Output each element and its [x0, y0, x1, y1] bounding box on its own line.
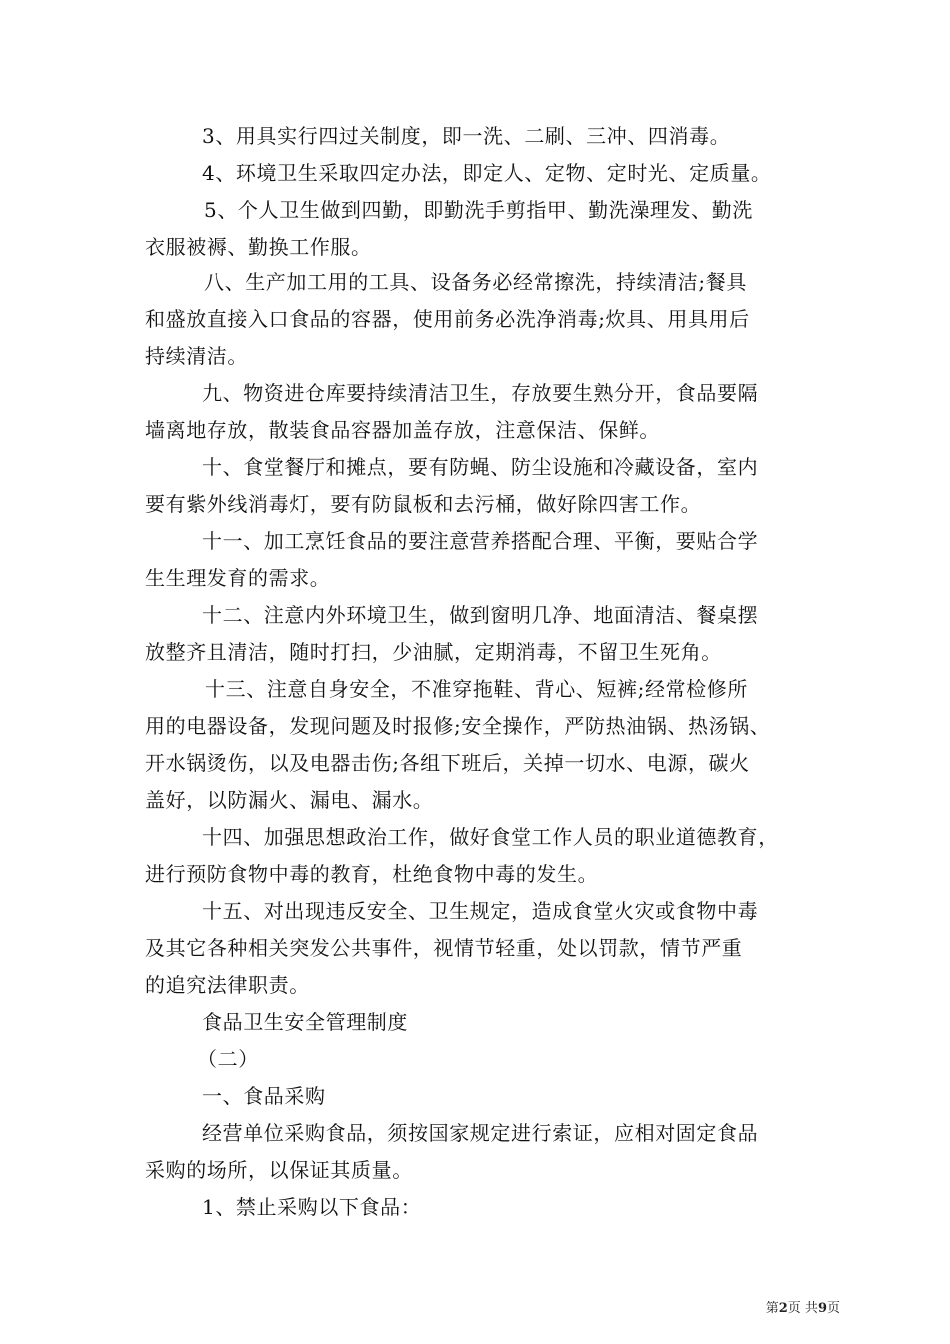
- text-line: 十三、注意自身安全，不准穿拖鞋、背心、短裤;经常检修所: [205, 677, 748, 701]
- page-footer-suffix: 页: [826, 1301, 840, 1316]
- text-line: 十一、加工烹饪食品的要注意营养搭配合理、平衡，要贴合学: [202, 529, 759, 553]
- text-line: 采购的场所，以保证其质量。: [145, 1158, 413, 1182]
- text-line: 盖好，以防漏火、漏电、漏水。: [145, 788, 434, 812]
- text-line: 和盛放直接入口食品的容器，使用前务必洗净消毒;炊具、用具用后: [145, 307, 750, 331]
- text-line: 墙离地存放，散装食品容器加盖存放，注意保洁、保鲜。: [145, 418, 660, 442]
- text-line: 十、食堂餐厅和摊点，要有防蝇、防尘设施和冷藏设备，室内: [202, 455, 759, 479]
- paragraph: [145, 523, 810, 597]
- paragraph: [145, 819, 810, 893]
- total-page-number: 9: [817, 1301, 827, 1316]
- text-line: （二）: [197, 1047, 259, 1071]
- text-line: 用的电器设备，发现问题及时报修;安全操作，严防热油锅、热汤锅、: [145, 714, 771, 738]
- paragraph: [145, 1115, 810, 1189]
- text-line: 要有紫外线消毒灯，要有防鼠板和去污桶，做好除四害工作。: [145, 492, 702, 516]
- paragraph: [145, 893, 810, 1004]
- text-line: 十二、注意内外环境卫生，做到窗明几净、地面清洁、餐桌摆: [202, 603, 759, 627]
- text-line: 1、禁止采购以下食品：: [202, 1195, 422, 1219]
- paragraph: [145, 597, 810, 671]
- text-line: 4、环境卫生采取四定办法，即定人、定物、定时光、定质量。: [202, 161, 772, 185]
- page-number-footer: [700, 1300, 840, 1318]
- paragraph: [145, 449, 810, 523]
- text-line: 持续清洁。: [145, 344, 248, 368]
- paragraph: [145, 1189, 810, 1226]
- paragraph: [145, 671, 810, 819]
- text-line: 经营单位采购食品，须按国家规定进行索证，应相对固定食品: [202, 1121, 759, 1145]
- section-subtitle: [145, 1041, 810, 1078]
- text-line: 放整齐且清洁，随时打扫，少油腻，定期消毒，不留卫生死角。: [145, 640, 722, 664]
- text-line: 食品卫生安全管理制度: [202, 1010, 408, 1034]
- paragraph: [145, 118, 810, 155]
- page-footer-prefix: 第: [765, 1301, 779, 1316]
- text-line: 5、个人卫生做到四勤，即勤洗手剪指甲、勤洗澡理发、勤洗: [204, 198, 753, 222]
- text-line: 进行预防食物中毒的教育，杜绝食物中毒的发生。: [145, 862, 599, 886]
- text-line: 八、生产加工用的工具、设备务必经常擦洗，持续清洁;餐具: [204, 270, 747, 294]
- paragraph: [145, 192, 810, 266]
- page-footer-middle: 页 共: [787, 1301, 818, 1316]
- text-line: 开水锅烫伤，以及电器击伤;各组下班后，关掉一切水、电源，碳火: [145, 751, 750, 775]
- section-heading: [145, 1078, 810, 1115]
- text-line: 3、用具实行四过关制度，即一洗、二刷、三冲、四消毒。: [202, 124, 731, 148]
- paragraph: [145, 375, 810, 449]
- text-line: 的追究法律职责。: [145, 973, 310, 997]
- current-page-number: 2: [778, 1301, 788, 1316]
- paragraph: [145, 155, 810, 192]
- paragraph: [145, 264, 810, 375]
- text-line: 衣服被褥、勤换工作服。: [145, 235, 372, 259]
- text-line: 十四、加强思想政治工作，做好食堂工作人员的职业道德教育，: [202, 825, 779, 849]
- text-line: 一、食品采购: [202, 1084, 326, 1108]
- text-line: 及其它各种相关突发公共事件，视情节轻重，处以罚款，情节严重: [145, 936, 743, 960]
- section-title: [145, 1004, 810, 1041]
- text-line: 生生理发育的需求。: [145, 566, 331, 590]
- text-line: 十五、对出现违反安全、卫生规定，造成食堂火灾或食物中毒: [202, 899, 759, 923]
- text-line: 九、物资进仓库要持续清洁卫生，存放要生熟分开，食品要隔: [202, 381, 759, 405]
